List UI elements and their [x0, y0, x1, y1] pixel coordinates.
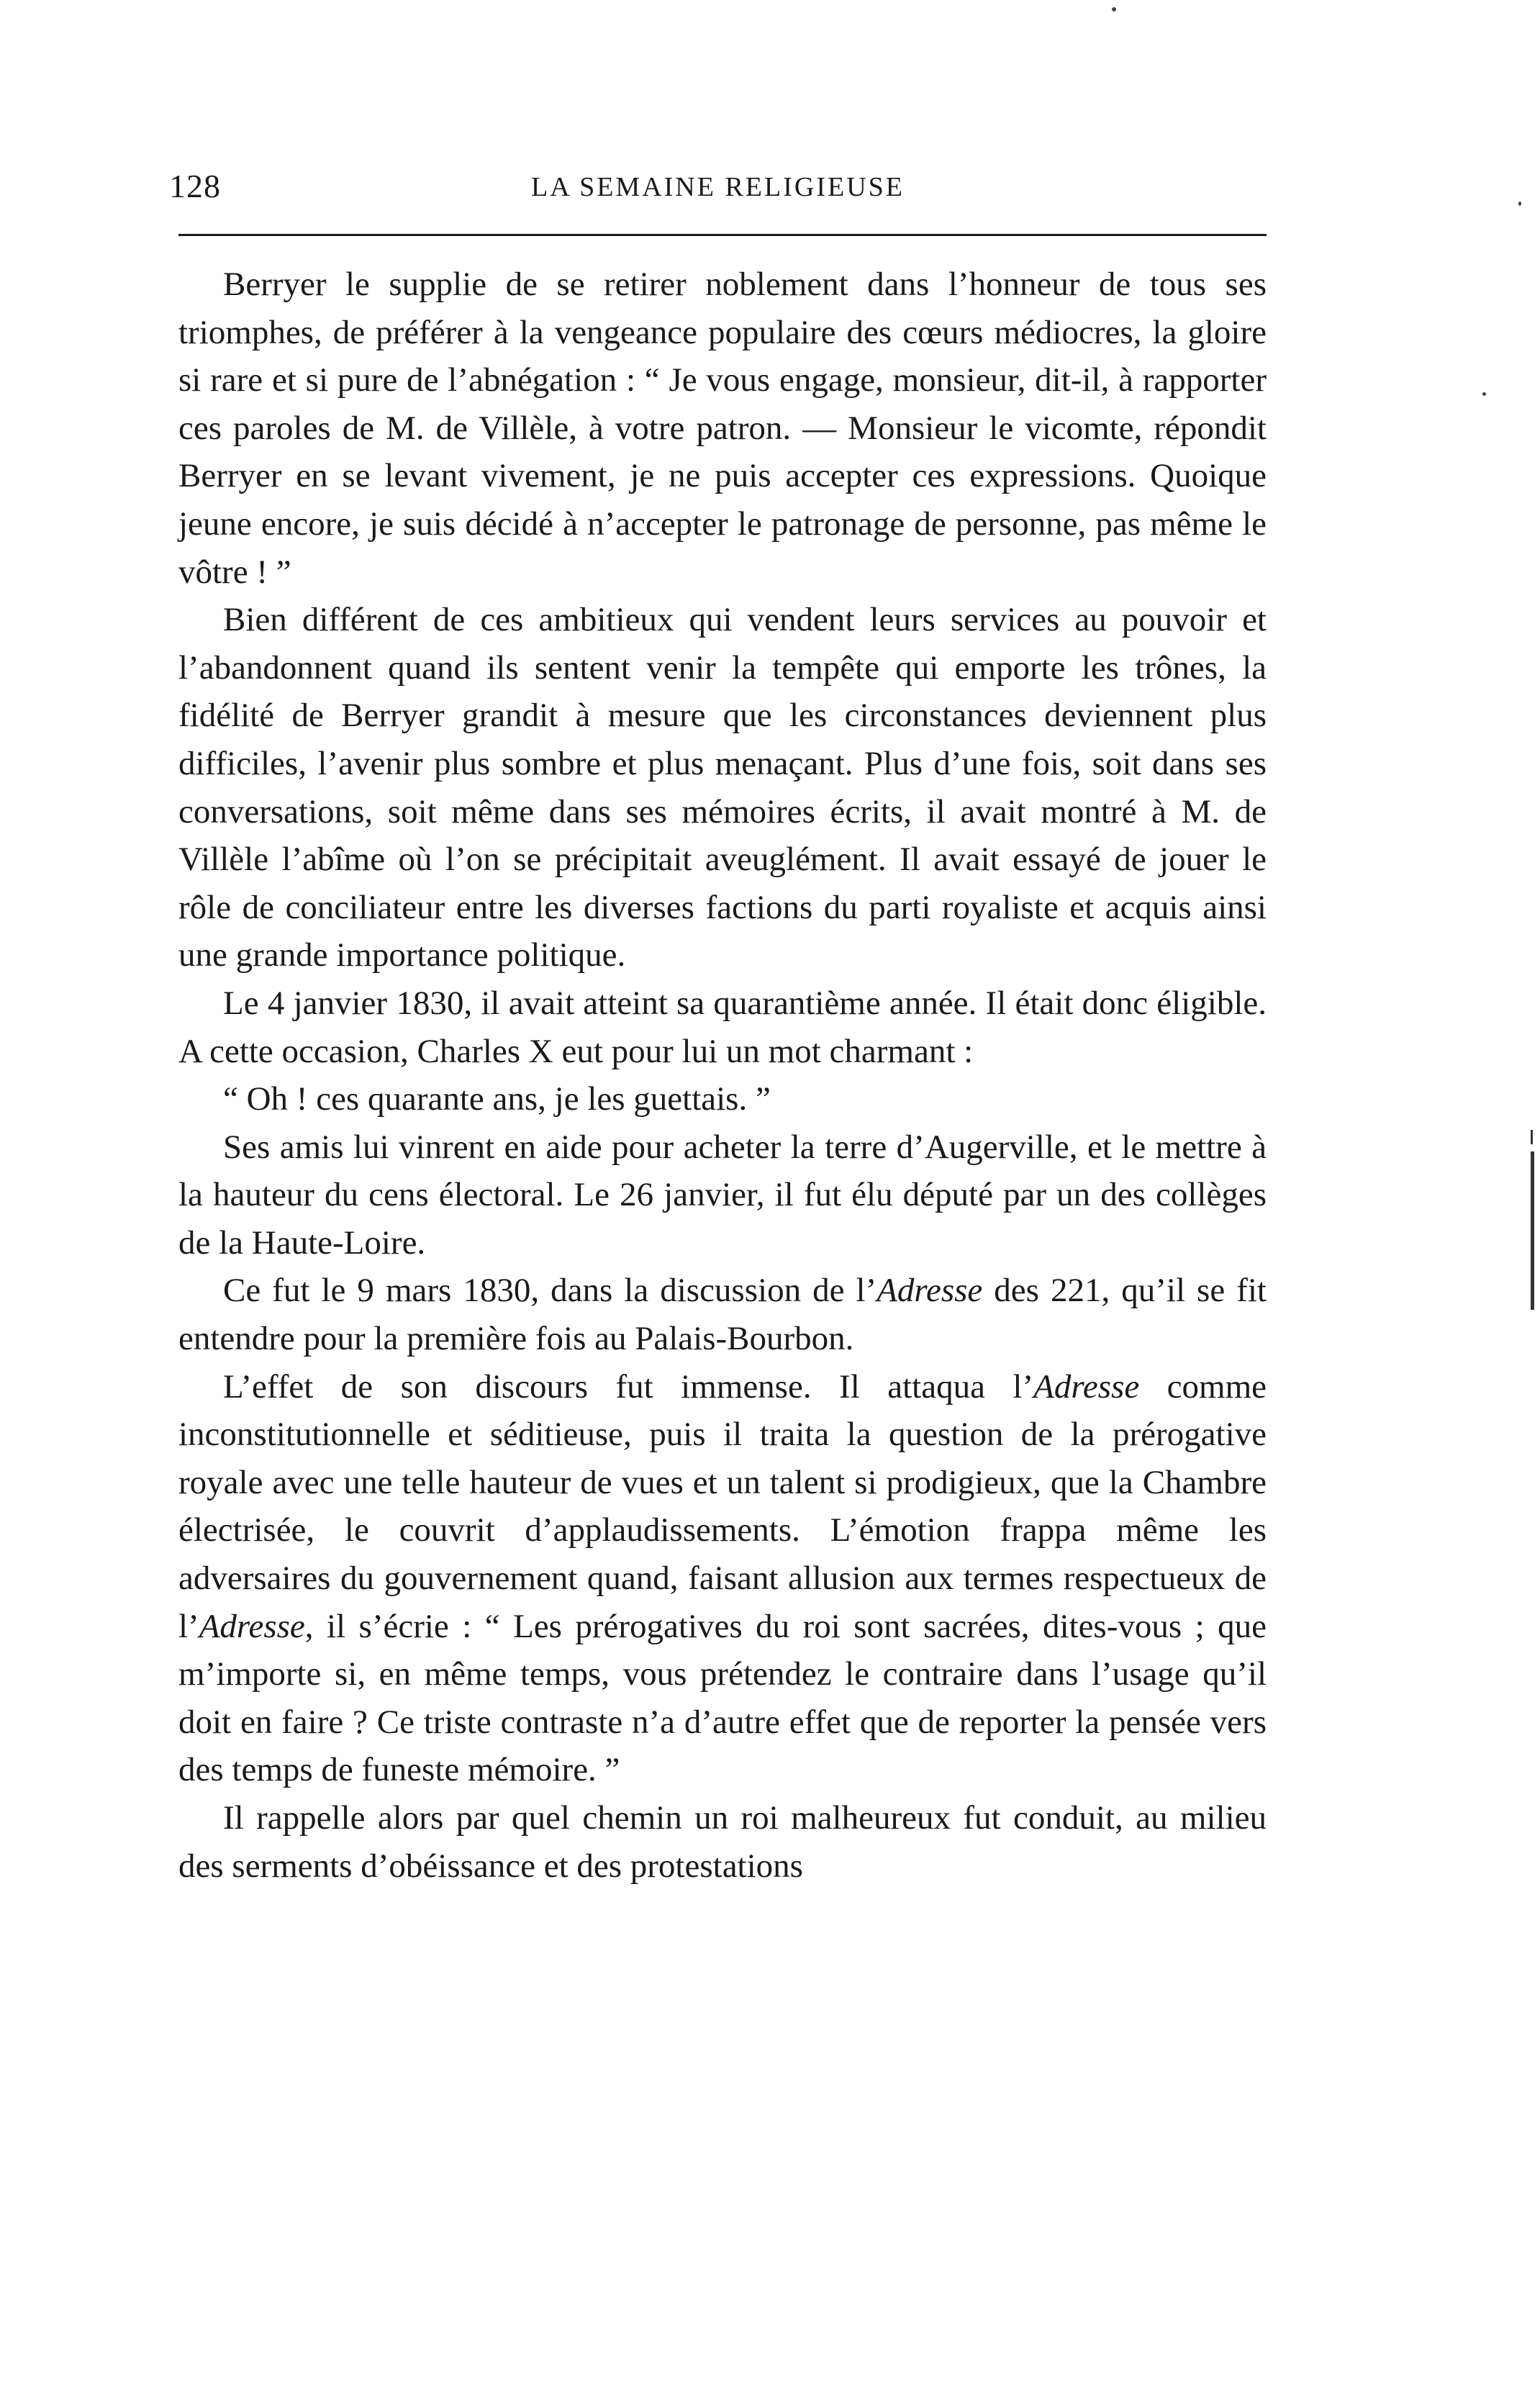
quote-paragraph — [178, 1075, 1267, 1123]
paragraph — [178, 1123, 1267, 1267]
text-run: Bien différent de ces ambitieux qui vendent leurs services au pouvoir et l’abandonnent quand ils sentent venir la tempête qui emporte les trônes, la fidélité de Berryer grandit à mesure que les circonstances deviennent plus difficiles, l’avenir plus sombre et plus menaçant. Plus d’une fois, soit dans ses conversations, soit même dans ses mémoires écrits, il avait montré à M. de Villèle l’abîme où l’on se précipitait aveuglément. Il avait essayé de jouer le rôle de conciliateur entre les diverses factions du parti royaliste et acquis ainsi une grande importance politique. — [178, 601, 1267, 974]
paragraph — [178, 261, 1267, 596]
paragraph — [178, 1363, 1267, 1794]
paragraph — [178, 1267, 1267, 1362]
scan-edge-mark — [1531, 1130, 1533, 1144]
text-run: Ses amis lui vinrent en aide pour acheter la terre d’Augerville, et le mettre à la hauteur du cens électoral. Le 26 janvier, il fut élu député par un des collèges de la Haute-Loire. — [178, 1128, 1267, 1262]
text-run: , il s’écrie : “ Les prérogatives du roi sont sacrées, dites-vous ; que m’importe si, en même temps, vous prétendez le contraire dans l’usage qu’il doit en faire ? Ce triste contraste n’a d’autre effet que de reporter la pensée vers des temps de funeste mémoire. ” — [178, 1607, 1267, 1789]
text-run: Le 4 janvier 1830, il avait atteint sa quarantième année. Il était donc éligible. A cette occasion, Charles X eut pour lui un mot charmant : — [178, 984, 1267, 1070]
running-title: LA SEMAINE RELIGIEUSE — [531, 172, 905, 202]
text-run: comme inconstitutionnelle et séditieuse, puis il traita la question de la prérogative royale avec une telle hauteur de vues et un talent si prodigieux, que la Chambre électrisée, le couvrit d’applaudissements. L’émotion frappa même les adversaires du gouvernement quand, faisant allusion aux termes respectueux de l’ — [178, 1367, 1267, 1645]
paragraph — [178, 1794, 1267, 1890]
italic-run: Adresse — [877, 1272, 983, 1310]
body-text — [178, 261, 1267, 1890]
scan-edge-mark — [1531, 1151, 1534, 1310]
scan-speck — [1518, 202, 1521, 206]
italic-run: Adresse — [199, 1607, 305, 1645]
paragraph — [178, 596, 1267, 979]
text-run: L’effet de son discours fut immense. Il attaqua l’ — [223, 1367, 1034, 1406]
text-run: des 221, qu’il se fit entendre pour la première fois au Palais-Bourbon. — [178, 1272, 1267, 1358]
header-rule — [178, 234, 1267, 236]
text-run: Ce fut le 9 mars 1830, dans la discussion de l’ — [223, 1272, 877, 1310]
scan-speck — [1112, 7, 1116, 12]
paragraph — [178, 979, 1267, 1075]
page-header — [169, 167, 1267, 210]
text-run: Il rappelle alors par quel chemin un roi malheureux fut conduit, au milieu des serments d’obéissance et des protestations — [178, 1799, 1267, 1885]
page-number: 128 — [169, 168, 221, 204]
italic-run: Adresse — [1033, 1367, 1140, 1406]
text-run: “ Oh ! ces quarante ans, je les guettais. ” — [223, 1080, 771, 1118]
text-run: Berryer le supplie de se retirer noblement dans l’honneur de tous ses triomphes, de préférer à la vengeance populaire des cœurs médiocres, la gloire si rare et si pure de l’abnégation : “ Je vous engage, monsieur, dit-il, à rapporter ces paroles de M. de Villèle, à votre patron. — Monsieur le vicomte, répondit Berryer en se levant vivement, je ne puis accepter ces expressions. Quoique jeune encore, je suis décidé à n’accepter le patronage de personne, pas même le vôtre ! ” — [178, 266, 1267, 591]
scan-speck — [1482, 392, 1486, 396]
